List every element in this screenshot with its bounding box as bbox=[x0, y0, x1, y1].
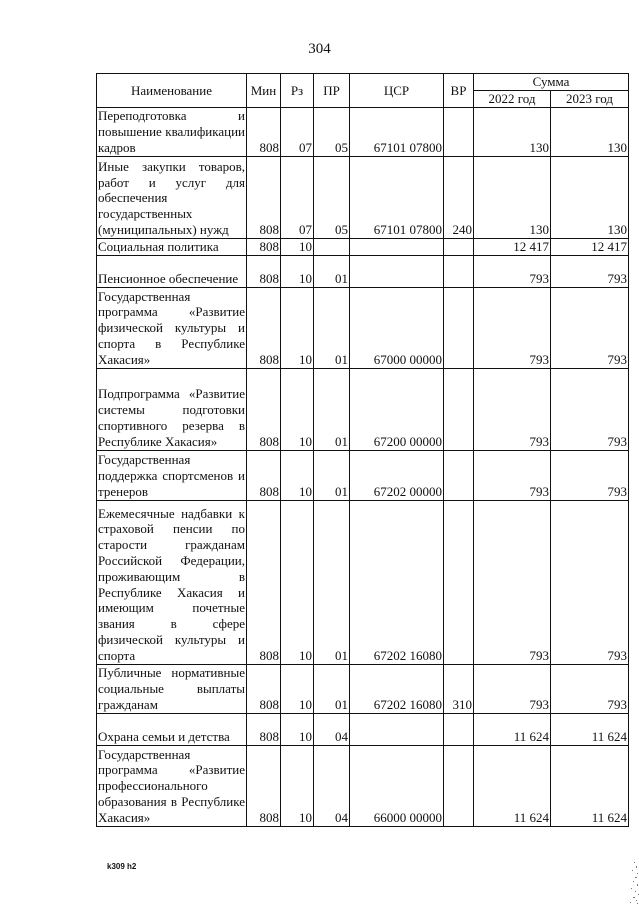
header-sum: Сумма bbox=[474, 74, 629, 91]
row-vr bbox=[444, 500, 474, 664]
table-row bbox=[97, 156, 629, 238]
header-year-2023: 2023 год bbox=[551, 91, 629, 108]
row-sum-2023: 793 bbox=[551, 287, 629, 368]
row-pr: 01 bbox=[314, 500, 350, 664]
row-rz: 10 bbox=[281, 450, 314, 500]
row-pr: 01 bbox=[314, 368, 350, 450]
row-rz: 07 bbox=[281, 107, 314, 156]
row-sum-2022: 793 bbox=[474, 450, 551, 500]
table-row bbox=[97, 368, 629, 450]
row-sum-2023: 793 bbox=[551, 500, 629, 664]
header-pr: ПР bbox=[314, 74, 350, 108]
row-pr: 04 bbox=[314, 713, 350, 745]
header-min: Мин bbox=[247, 74, 281, 108]
budget-table bbox=[96, 73, 629, 827]
row-csr bbox=[350, 238, 444, 255]
row-csr: 67202 16080 bbox=[350, 500, 444, 664]
row-pr: 05 bbox=[314, 156, 350, 238]
row-csr: 67101 07800 bbox=[350, 107, 444, 156]
row-sum-2022: 793 bbox=[474, 664, 551, 713]
row-min: 808 bbox=[247, 368, 281, 450]
row-rz: 10 bbox=[281, 745, 314, 826]
row-pr: 05 bbox=[314, 107, 350, 156]
row-vr bbox=[444, 713, 474, 745]
row-name: Государственная программа «Развитие профессионального образования в Республике Хакасия» bbox=[98, 746, 245, 825]
header-rz: Рз bbox=[281, 74, 314, 108]
row-vr bbox=[444, 450, 474, 500]
row-pr: 04 bbox=[314, 745, 350, 826]
table-row bbox=[97, 664, 629, 713]
row-sum-2023: 793 bbox=[551, 664, 629, 713]
row-sum-2022: 12 417 bbox=[474, 238, 551, 255]
row-rz: 10 bbox=[281, 664, 314, 713]
table-row bbox=[97, 745, 629, 826]
row-pr: 01 bbox=[314, 664, 350, 713]
row-rz: 10 bbox=[281, 238, 314, 255]
row-rz: 10 bbox=[281, 255, 314, 287]
header-year-2022: 2022 год bbox=[474, 91, 551, 108]
row-sum-2023: 130 bbox=[551, 107, 629, 156]
header-name: Наименование bbox=[97, 74, 247, 108]
row-name: Ежемесячные надбавки к страховой пенсии по старости гражданам Российской Федерации, проживающим в Республике Хакасия и имеющим почетные звания в сфере физической культуры и спорта bbox=[97, 500, 247, 664]
table-row bbox=[97, 450, 629, 500]
row-min: 808 bbox=[247, 713, 281, 745]
row-sum-2022: 793 bbox=[474, 500, 551, 664]
row-rz: 10 bbox=[281, 368, 314, 450]
row-csr: 66000 00000 bbox=[350, 745, 444, 826]
row-sum-2022: 11 624 bbox=[474, 713, 551, 745]
row-min: 808 bbox=[247, 255, 281, 287]
row-csr: 67200 00000 bbox=[350, 368, 444, 450]
row-vr bbox=[444, 287, 474, 368]
table-body bbox=[97, 107, 629, 826]
row-vr bbox=[444, 368, 474, 450]
row-rz: 07 bbox=[281, 156, 314, 238]
row-sum-2022: 130 bbox=[474, 107, 551, 156]
row-sum-2023: 793 bbox=[551, 450, 629, 500]
row-sum-2023: 11 624 bbox=[551, 745, 629, 826]
row-sum-2022: 793 bbox=[474, 368, 551, 450]
row-min: 808 bbox=[247, 238, 281, 255]
row-csr: 67202 16080 bbox=[350, 664, 444, 713]
row-name: Охрана семьи и детства bbox=[97, 713, 247, 745]
row-sum-2023: 793 bbox=[551, 368, 629, 450]
row-sum-2023: 793 bbox=[551, 255, 629, 287]
row-sum-2023: 11 624 bbox=[551, 713, 629, 745]
row-sum-2022: 11 624 bbox=[474, 745, 551, 826]
row-csr: 67202 00000 bbox=[350, 450, 444, 500]
row-rz: 10 bbox=[281, 287, 314, 368]
row-vr: 240 bbox=[444, 156, 474, 238]
table-row bbox=[97, 255, 629, 287]
row-vr bbox=[444, 255, 474, 287]
row-name: Государственная программа «Развитие физической культуры и спорта в Республике Хакасия» bbox=[98, 288, 245, 367]
row-csr: 67000 00000 bbox=[350, 287, 444, 368]
footer-code: k309 h2 bbox=[107, 862, 137, 871]
page-number: 304 bbox=[308, 41, 331, 57]
row-name: Переподготовка и повышение квалификации кадров bbox=[98, 108, 245, 155]
scan-noise-mark bbox=[625, 860, 639, 905]
row-name: Подпрограмма «Развитие системы подготовки спортивного резерва в Республике Хакасия» bbox=[97, 368, 247, 450]
row-name: Пенсионное обеспечение bbox=[97, 255, 247, 287]
row-min: 808 bbox=[247, 500, 281, 664]
row-rz: 10 bbox=[281, 713, 314, 745]
row-sum-2022: 793 bbox=[474, 255, 551, 287]
row-min: 808 bbox=[247, 107, 281, 156]
row-vr bbox=[444, 745, 474, 826]
row-min: 808 bbox=[247, 745, 281, 826]
row-pr: 01 bbox=[314, 255, 350, 287]
row-name: Государственная поддержка спортсменов и тренеров bbox=[97, 450, 247, 500]
header-vr: ВР bbox=[444, 74, 474, 108]
row-vr bbox=[444, 107, 474, 156]
row-min: 808 bbox=[247, 450, 281, 500]
row-csr: 67101 07800 bbox=[350, 156, 444, 238]
row-name: Публичные нормативные социальные выплаты гражданам bbox=[98, 665, 245, 712]
row-pr: 01 bbox=[314, 287, 350, 368]
table-row bbox=[97, 107, 629, 156]
table-row bbox=[97, 238, 629, 255]
table-row bbox=[97, 287, 629, 368]
row-csr bbox=[350, 713, 444, 745]
row-csr bbox=[350, 255, 444, 287]
row-sum-2023: 12 417 bbox=[551, 238, 629, 255]
row-name: Социальная политика bbox=[97, 238, 247, 255]
row-sum-2022: 130 bbox=[474, 156, 551, 238]
row-min: 808 bbox=[247, 664, 281, 713]
table-row bbox=[97, 500, 629, 664]
row-sum-2022: 793 bbox=[474, 287, 551, 368]
row-pr bbox=[314, 238, 350, 255]
row-vr: 310 bbox=[444, 664, 474, 713]
header-csr: ЦСР bbox=[350, 74, 444, 108]
row-min: 808 bbox=[247, 156, 281, 238]
row-vr bbox=[444, 238, 474, 255]
row-rz: 10 bbox=[281, 500, 314, 664]
row-sum-2023: 130 bbox=[551, 156, 629, 238]
row-min: 808 bbox=[247, 287, 281, 368]
table-row bbox=[97, 713, 629, 745]
row-pr: 01 bbox=[314, 450, 350, 500]
row-name: Иные закупки товаров, работ и услуг для обеспечения государственных (муниципальных) нужд bbox=[97, 156, 247, 238]
